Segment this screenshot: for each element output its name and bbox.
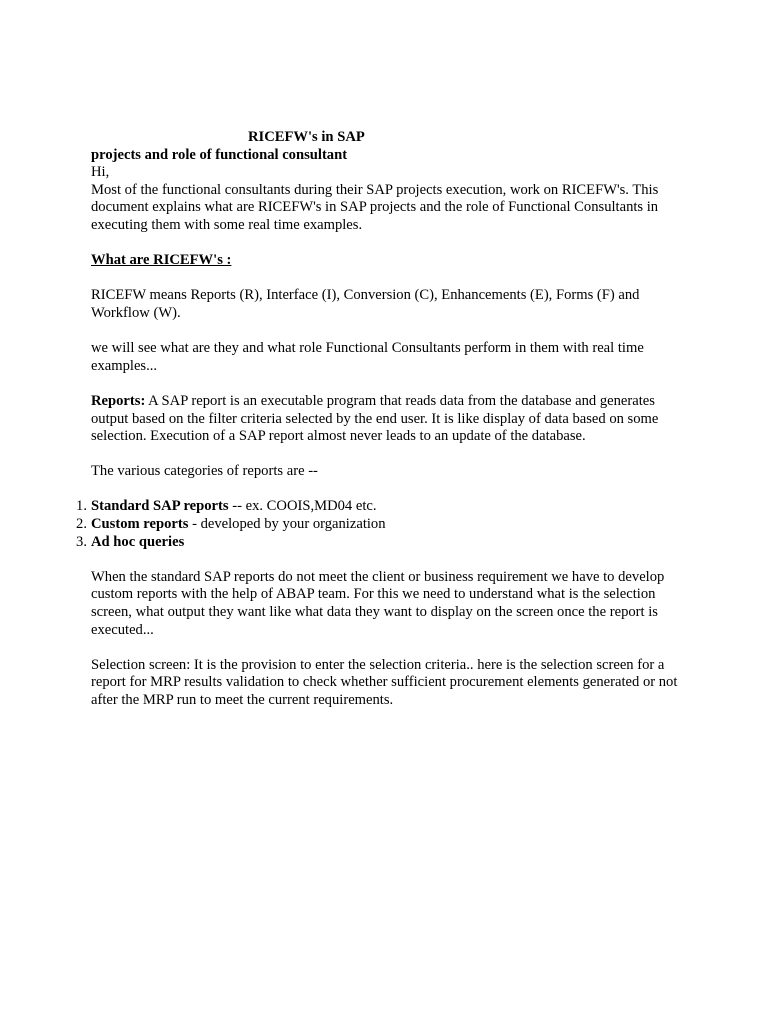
intro-paragraph: Most of the functional consultants during their SAP projects execution, work on RICEFW's. This document explains what are RICEFW's in SAP projects and the role of Functional Consultants in executing them with some real time examples. [91,181,659,233]
spacer [91,375,691,393]
list-item-text: -- ex. COOIS,MD04 etc. [228,498,377,515]
document-title-line2: projects and role of functional consultant [91,146,348,163]
list-item [76,498,691,516]
list-item [76,533,691,552]
reports-label: Reports: [91,392,146,409]
list-item-label: Standard SAP reports [91,498,229,515]
list-item-number: 3. [76,533,87,550]
we-will-see-paragraph: we will see what are they and what role Functional Consultants perform in them with real time examples... [91,340,644,374]
spacer [91,270,691,288]
selection-screen-paragraph: Selection screen: It is the provision to enter the selection criteria.. here is the selection screen for a report for MRP results validation to check whether sufficient procurement elements generated or not after the MRP run to meet the current requirements. [91,656,678,708]
report-categories-list [76,498,691,551]
spacer [91,481,691,499]
document-body [76,129,691,710]
reports-paragraph [91,393,691,446]
spacer [91,639,691,657]
list-item-label: Ad hoc queries [91,533,185,550]
list-item-number: 1. [76,498,87,515]
spacer [91,446,691,464]
ricefw-definition: RICEFW means Reports (R), Interface (I), Conversion (C), Enhancements (E), Forms (F) and Workflow (W). [91,287,640,321]
document-title-line1: RICEFW's in SAP [248,129,365,145]
list-item [76,516,691,534]
spacer [91,323,691,341]
list-item-number: 2. [76,516,87,533]
greeting: Hi, [91,164,110,181]
spacer [91,235,691,253]
section-heading-ricefw: What are RICEFW's : [91,252,232,269]
reports-text: A SAP report is an executable program that reads data from the database and generates output based on the filter criteria selected by the end user. It is like display of data based on some selection. Execution of a SAP report almost never leads to an update of the database. [91,392,659,445]
categories-intro: The various categories of reports are -- [91,463,318,480]
spacer [91,551,691,569]
list-item-text: - developed by your organization [188,516,386,533]
list-item-label: Custom reports [91,516,189,533]
custom-reports-paragraph: When the standard SAP reports do not meet the client or business requirement we have to develop custom reports with the help of ABAP team. For this we need to understand what is the selection screen, what output they want like what data they want to display on the screen once the report is executed... [91,568,665,638]
